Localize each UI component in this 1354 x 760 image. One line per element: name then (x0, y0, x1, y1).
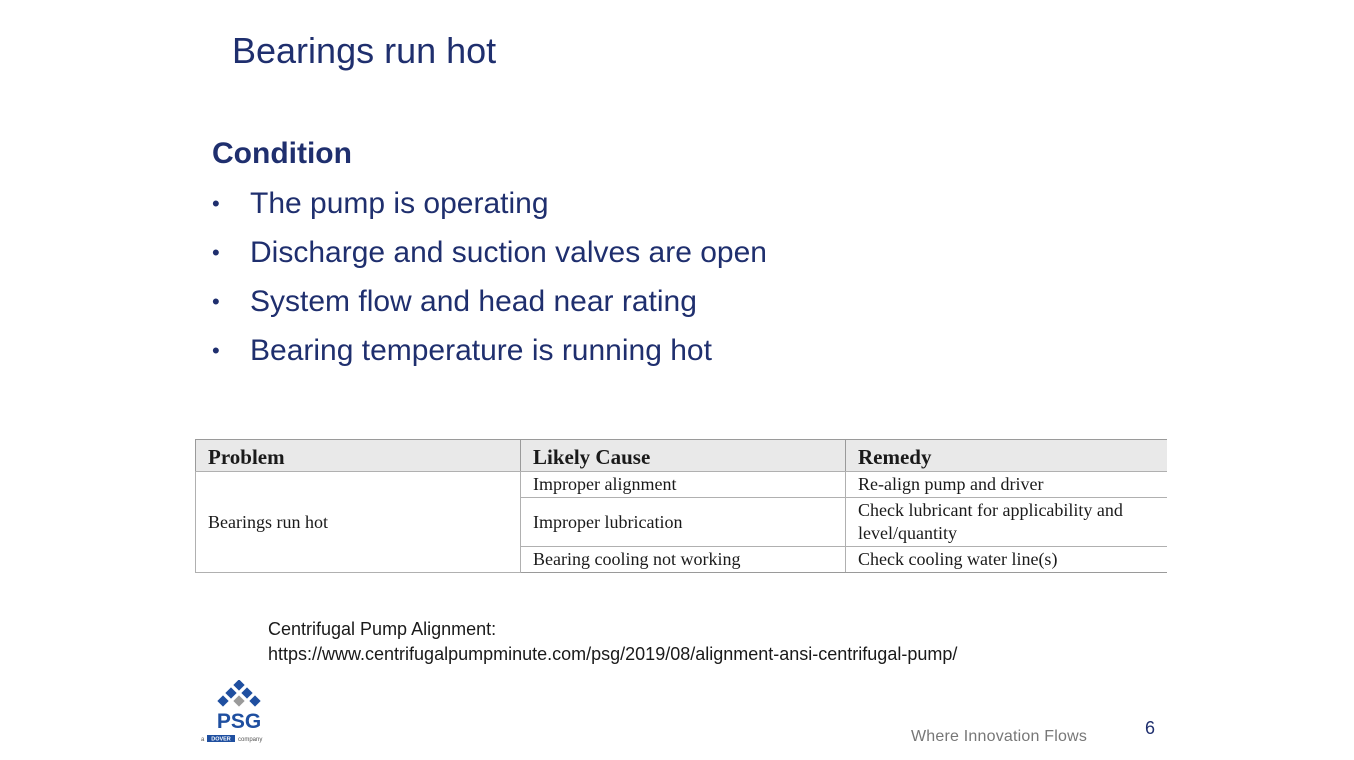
bullet-icon: • (212, 240, 220, 265)
remedy-cell: Re-align pump and driver (846, 472, 1168, 498)
logo-sub-brand: DOVER (211, 736, 231, 743)
source-url[interactable]: https://www.centrifugalpumpminute.com/psg/2019/08/alignment-ansi-centrifugal-pump/ (268, 644, 958, 664)
source-citation (268, 617, 957, 667)
logo-sub-suffix: company (238, 737, 263, 743)
condition-bullet-list (212, 184, 767, 380)
condition-heading: Condition (212, 137, 352, 170)
bullet-text: System flow and head near rating (250, 285, 697, 318)
cause-cell: Bearing cooling not working (521, 547, 846, 573)
source-label: Centrifugal Pump Alignment: (268, 619, 497, 639)
header-remedy: Remedy (846, 440, 1168, 472)
cause-remedy-table-container (195, 439, 1167, 573)
bullet-text: Bearing temperature is running hot (250, 334, 712, 367)
psg-logo (198, 680, 282, 744)
cause-cell: Improper alignment (521, 472, 846, 498)
logo-text: PSG (216, 710, 262, 733)
bullet-item (212, 233, 767, 282)
bullet-item (212, 184, 767, 233)
table-row (196, 472, 1168, 498)
diamond-cluster-icon (217, 680, 260, 707)
page-number: 6 (1145, 718, 1156, 738)
cause-remedy-table (195, 439, 1167, 573)
bullet-icon: • (212, 338, 220, 363)
table-header-row (196, 440, 1168, 472)
slide-title: Bearings run hot (232, 30, 497, 71)
bullet-item (212, 331, 767, 380)
bullet-text: Discharge and suction valves are open (250, 236, 767, 269)
remedy-cell: Check cooling water line(s) (846, 547, 1168, 573)
header-likely-cause: Likely Cause (521, 440, 846, 472)
bullet-text: The pump is operating (250, 187, 549, 220)
tagline: Where Innovation Flows (911, 728, 1088, 745)
cause-cell: Improper lubrication (521, 498, 846, 547)
header-problem: Problem (196, 440, 521, 472)
bullet-item (212, 282, 767, 331)
logo-sub-prefix: a (201, 737, 205, 743)
remedy-cell: Check lubricant for applicability and level/quantity (846, 498, 1168, 547)
bullet-icon: • (212, 289, 220, 314)
problem-cell: Bearings run hot (196, 472, 521, 573)
bullet-icon: • (212, 191, 220, 216)
